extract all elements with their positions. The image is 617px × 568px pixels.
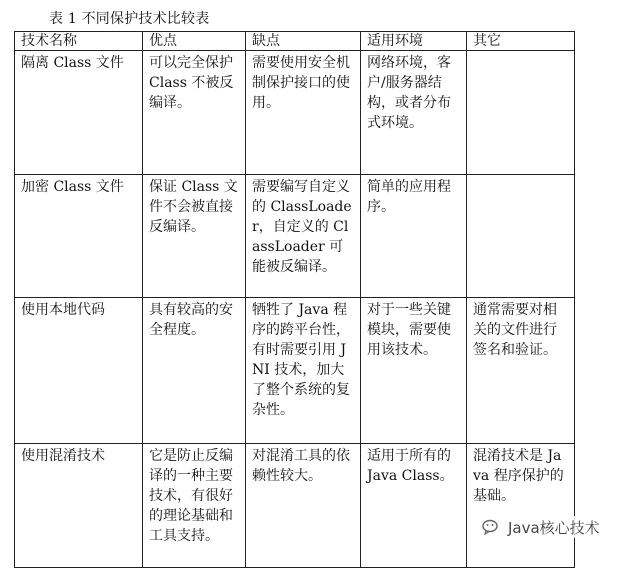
header-advantages: 优点 (143, 32, 246, 51)
table-row (15, 444, 575, 568)
cell-other: 通常需要对相关的文件进行签名和验证。 (467, 298, 575, 444)
cell-disadvantages: 对混淆工具的依赖性较大。 (246, 444, 361, 568)
cell-environment: 对于一些关键模块，需要使用该技术。 (361, 298, 467, 444)
cell-other (467, 175, 575, 298)
header-other: 其它 (467, 32, 575, 51)
header-disadvantages: 缺点 (246, 32, 361, 51)
table-title: 表 1 不同保护技术比较表 (49, 11, 210, 27)
table-row (15, 298, 575, 444)
cell-advantages: 它是防止反编译的一种主要技术，有很好的理论基础和工具支持。 (143, 444, 246, 568)
cell-technique: 使用混淆技术 (15, 444, 143, 568)
watermark-text: Java核心技术 (508, 518, 600, 537)
comparison-table (14, 31, 575, 568)
wechat-official-account-icon (482, 519, 502, 535)
cell-disadvantages: 牺牲了 Java 程序的跨平台性，有时需要引用 JNI 技术，加大了整个系统的复杂性。 (246, 298, 361, 444)
cell-disadvantages: 需要编写自定义的 ClassLoader，自定义的 ClassLoader 可能被反编译。 (246, 175, 361, 298)
cell-environment: 简单的应用程序。 (361, 175, 467, 298)
cell-technique: 隔离 Class 文件 (15, 51, 143, 175)
cell-technique: 使用本地代码 (15, 298, 143, 444)
cell-advantages: 具有较高的安全程度。 (143, 298, 246, 444)
table-row (15, 175, 575, 298)
header-technique: 技术名称 (15, 32, 143, 51)
cell-technique: 加密 Class 文件 (15, 175, 143, 298)
table-header (15, 32, 575, 51)
watermark (478, 516, 604, 538)
cell-other: 混淆技术是 Java 程序保护的基础。 (467, 444, 575, 568)
table-body (15, 51, 575, 568)
cell-environment: 适用于所有的 Java Class。 (361, 444, 467, 568)
table-row (15, 51, 575, 175)
cell-environment: 网络环境，客户/服务器结构，或者分布式环境。 (361, 51, 467, 175)
cell-disadvantages: 需要使用安全机制保护接口的使用。 (246, 51, 361, 175)
header-environment: 适用环境 (361, 32, 467, 51)
header-row (15, 32, 575, 51)
cell-advantages: 保证 Class 文件不会被直接反编译。 (143, 175, 246, 298)
cell-other (467, 51, 575, 175)
cell-advantages: 可以完全保护 Class 不被反编译。 (143, 51, 246, 175)
